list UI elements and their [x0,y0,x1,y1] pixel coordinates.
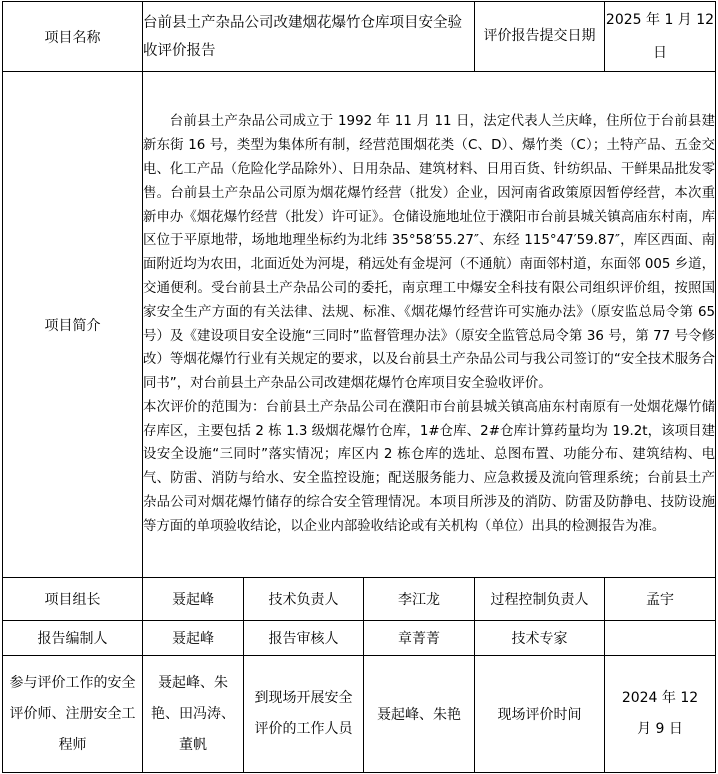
process-lead-value: 孟宇 [605,578,716,621]
project-name-value: 台前县土产杂品公司改建烟花爆竹仓库项目安全验收评价报告 [143,2,475,72]
intro-row [3,72,716,578]
reviewer-value: 章菁菁 [364,621,475,656]
tech-lead-label: 技术负责人 [244,578,364,621]
expert-label: 技术专家 [475,621,605,656]
staff-row-1 [3,578,716,621]
staff-row-2 [3,621,716,656]
participants-row [3,656,716,773]
onsite-names: 聂起峰、朱艳 [364,656,475,773]
project-info-table [2,1,716,773]
intro-content [143,72,716,578]
leader-value: 聂起峰 [143,578,244,621]
author-value: 聂起峰 [143,621,244,656]
header-row [3,2,716,72]
intro-paragraph-1: 台前县土产杂品公司成立于 1992 年 11 月 11 日，法定代表人兰庆峰，住所位于台前县建新东街 16 号，类型为集体所有制，经营范围烟花类（C、D）、爆竹类（C）；土特产品、五金交电、化工产品（危险化学品除外）、日用杂品、建筑材料、日用百货、针纺织品、干鲜果品批发零售。台前县土产杂品公司原为烟花爆竹经营（批发）企业，因河南省政策原因暂停经营，本次重新申办《烟花爆竹经营（批发）许可证》。仓储设施地址位于濮阳市台前县城关镇高庙东村南，库区位于平原地带，场地地理坐标约为北纬 35°58′55.27″、东经 115°47′59.87″，库区西面、南面附近均为农田，北面近处为河堤，稍远处有金堤河（不通航）南面邻村道，东面邻 005 乡道，交通便利。受台前县土产杂品公司的委托，南京理工中爆安全科技有限公司组织评价组，按照国家安全生产方面的有关法律、法规、标准、《烟花爆竹经营许可实施办法》（原安监总局令第 65 号）及《建设项目安全设施“三同时”监督管理办法》（原安全监管总局令第 36 号，第 77 号令修改）等烟花爆竹行业有关规定的要求，以及台前县土产杂品公司与我公司签订的“安全技术服务合同书”，对台前县土产杂品公司改建烟花爆竹仓库项目安全验收评价。 [143,114,715,392]
onsite-time-value: 2024 年 12 月 9 日 [605,656,716,773]
intro-label: 项目简介 [3,72,143,578]
submit-date-value: 2025 年 1 月 12 日 [605,2,716,72]
tech-lead-value: 李江龙 [364,578,475,621]
project-name-label: 项目名称 [3,2,143,72]
author-label: 报告编制人 [3,621,143,656]
onsite-time-label: 现场评价时间 [475,656,605,773]
intro-paragraph-2: 本次评价的范围为：台前县土产杂品公司在濮阳市台前县城关镇高庙东村南原有一处烟花爆竹储存库区，主要包括 2 栋 1.3 级烟花爆竹仓库，1#仓库、2#仓库计算药量均为 19.2t，该项目建设安全设施“三同时”落实情况；库区内 2 栋仓库的选址、总图布置、功能分布、建筑结构、电气、防雷、消防与给水、安全监控设施；配送服务能力、应急救援及流向管理系统；台前县土产杂品公司对烟花爆竹储存的综合安全管理情况。本项目所涉及的消防、防雷及防静电、技防设施等方面的单项验收结论，以企业内部验收结论或有关机构（单位）出具的检测报告为准。 [143,399,715,534]
participants-label: 参与评价工作的安全评价师、注册安全工程师 [3,656,143,773]
leader-label: 项目组长 [3,578,143,621]
process-lead-label: 过程控制负责人 [475,578,605,621]
submit-date-label: 评价报告提交日期 [475,2,605,72]
expert-value [605,621,716,656]
participants-names: 聂起峰、朱艳、田冯涛、董帆 [143,656,244,773]
onsite-label: 到现场开展安全评价的工作人员 [244,656,364,773]
reviewer-label: 报告审核人 [244,621,364,656]
